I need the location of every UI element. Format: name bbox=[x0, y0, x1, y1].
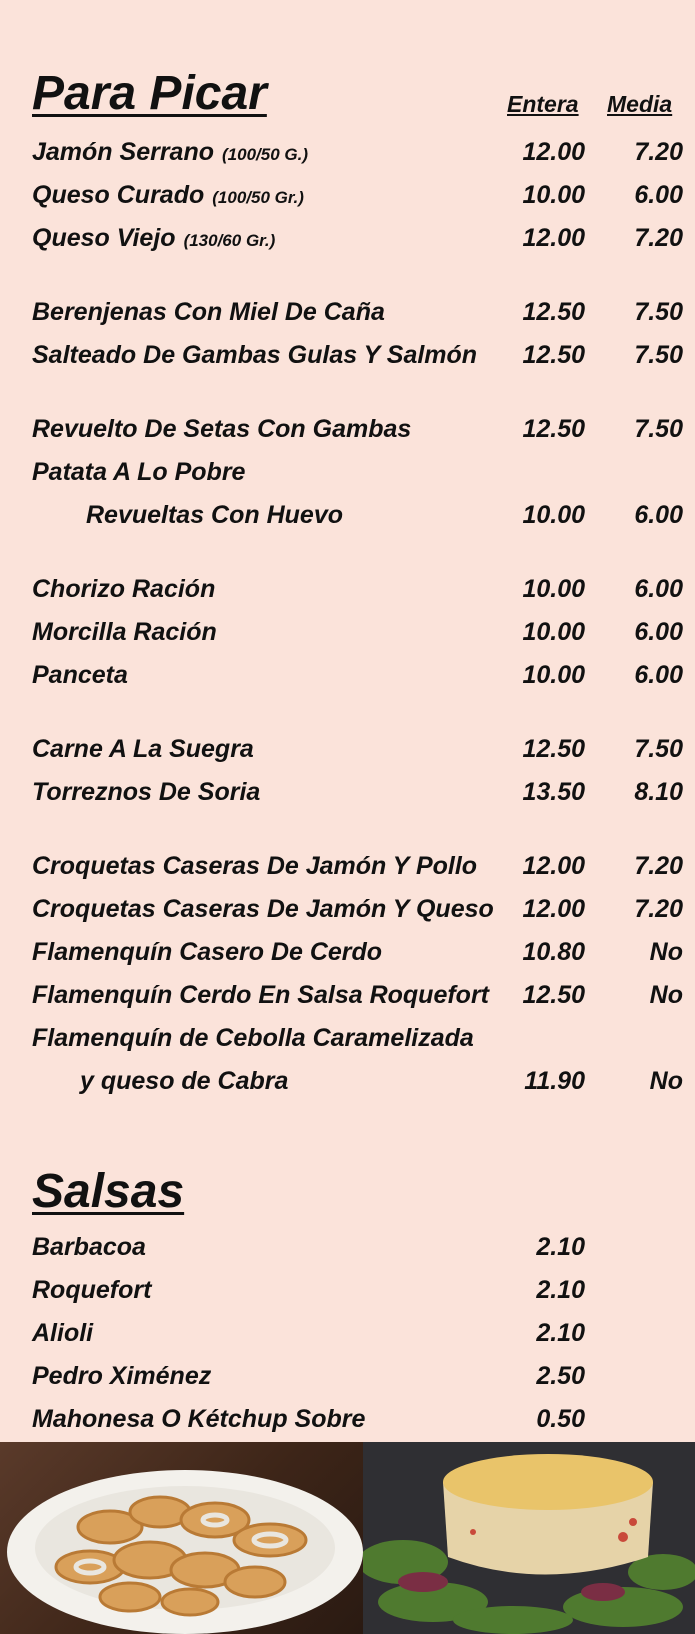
item-name-text: Jamón Serrano bbox=[32, 138, 215, 166]
item-price-entera: 10.00 bbox=[522, 661, 585, 689]
item-name: Flamenquín Cerdo En Salsa Roquefort bbox=[32, 981, 489, 1009]
item-weight-note: (100/50 Gr.) bbox=[212, 188, 304, 207]
item-name: Revuelto De Setas Con Gambas bbox=[32, 415, 412, 443]
sauce-item bbox=[0, 1315, 695, 1351]
menu-item bbox=[0, 977, 695, 1013]
item-name: Berenjenas Con Miel De Caña bbox=[32, 298, 385, 326]
sauce-price: 0.50 bbox=[536, 1405, 585, 1433]
menu-item bbox=[0, 571, 695, 607]
sauce-price: 2.10 bbox=[536, 1319, 585, 1347]
salad-plate-illustration bbox=[363, 1442, 695, 1634]
item-price-entera: 10.00 bbox=[522, 618, 585, 646]
item-name-text: Queso Viejo bbox=[32, 224, 176, 252]
item-name: Morcilla Ración bbox=[32, 618, 217, 646]
sauce-item bbox=[0, 1401, 695, 1437]
item-price-media: No bbox=[649, 938, 683, 966]
item-price-entera: 10.80 bbox=[522, 938, 585, 966]
item-name bbox=[32, 134, 308, 173]
item-price-media: 7.20 bbox=[634, 224, 683, 252]
menu-item bbox=[0, 848, 695, 884]
sauce-name: Alioli bbox=[32, 1319, 94, 1347]
sauce-item bbox=[0, 1272, 695, 1308]
russian-salad-photo bbox=[363, 1442, 695, 1634]
menu-item bbox=[0, 657, 695, 693]
item-name: Salteado De Gambas Gulas Y Salmón bbox=[32, 341, 478, 369]
item-price-media: 6.00 bbox=[634, 661, 683, 689]
item-price-entera: 13.50 bbox=[522, 778, 585, 806]
item-price-media: 6.00 bbox=[634, 181, 683, 209]
item-price-media: 7.50 bbox=[634, 415, 683, 443]
sauce-price: 2.10 bbox=[536, 1233, 585, 1261]
item-name bbox=[32, 220, 275, 259]
entera-column-header: Entera bbox=[507, 91, 579, 117]
menu-item bbox=[0, 454, 695, 490]
sauce-name: Barbacoa bbox=[32, 1233, 146, 1261]
sauce-name: Roquefort bbox=[32, 1276, 152, 1304]
para-picar-title: Para Picar bbox=[32, 67, 267, 120]
menu-item bbox=[0, 134, 695, 170]
item-price-entera: 12.00 bbox=[522, 852, 585, 880]
salsas-title: Salsas bbox=[32, 1165, 185, 1218]
item-price-entera: 12.50 bbox=[522, 415, 585, 443]
item-price-media: 8.10 bbox=[634, 778, 683, 806]
item-price-entera: 12.50 bbox=[522, 735, 585, 763]
item-price-media: 6.00 bbox=[634, 501, 683, 529]
sauce-name: Pedro Ximénez bbox=[32, 1362, 212, 1390]
item-name: Revueltas Con Huevo bbox=[86, 501, 344, 529]
sauce-name: Mahonesa O Kétchup Sobre bbox=[32, 1405, 366, 1433]
item-price-entera: 11.90 bbox=[524, 1067, 585, 1095]
menu-item bbox=[0, 731, 695, 767]
item-name: Panceta bbox=[32, 661, 128, 689]
item-price-media: 7.50 bbox=[634, 341, 683, 369]
menu-item bbox=[0, 220, 695, 256]
item-price-media: 7.50 bbox=[634, 735, 683, 763]
item-price-entera: 12.00 bbox=[522, 138, 585, 166]
item-price-entera: 10.00 bbox=[522, 181, 585, 209]
item-price-media: 7.20 bbox=[634, 895, 683, 923]
item-name bbox=[32, 177, 304, 216]
item-price-media: 7.20 bbox=[634, 852, 683, 880]
menu-item bbox=[0, 294, 695, 330]
item-price-entera: 12.50 bbox=[522, 298, 585, 326]
sauce-item bbox=[0, 1358, 695, 1394]
menu-item bbox=[0, 774, 695, 810]
item-weight-note: (100/50 G.) bbox=[222, 145, 309, 164]
item-name: Flamenquín de Cebolla Caramelizada bbox=[32, 1024, 474, 1052]
item-name-text: Queso Curado bbox=[32, 181, 205, 209]
item-weight-note: (130/60 Gr.) bbox=[183, 231, 276, 250]
item-price-media: 7.20 bbox=[634, 138, 683, 166]
item-name: Patata A Lo Pobre bbox=[32, 458, 246, 486]
item-price-entera: 12.00 bbox=[522, 895, 585, 923]
item-price-media: 6.00 bbox=[634, 575, 683, 603]
item-price-entera: 10.00 bbox=[522, 501, 585, 529]
sauce-price: 2.50 bbox=[536, 1362, 585, 1390]
item-name: Flamenquín Casero De Cerdo bbox=[32, 938, 383, 966]
item-name: Carne A La Suegra bbox=[32, 735, 254, 763]
menu-item bbox=[0, 1020, 695, 1056]
item-price-entera: 12.50 bbox=[522, 981, 585, 1009]
sauce-price: 2.10 bbox=[536, 1276, 585, 1304]
item-price-media: No bbox=[649, 1067, 683, 1095]
item-price-entera: 10.00 bbox=[522, 575, 585, 603]
menu-item bbox=[0, 891, 695, 927]
item-price-entera: 12.50 bbox=[522, 341, 585, 369]
item-price-media: 6.00 bbox=[634, 618, 683, 646]
menu-item bbox=[0, 177, 695, 213]
item-price-media: No bbox=[649, 981, 683, 1009]
menu-item bbox=[0, 614, 695, 650]
salad-top bbox=[443, 1454, 653, 1510]
item-name: Croquetas Caseras De Jamón Y Queso bbox=[32, 895, 494, 923]
menu-item bbox=[0, 934, 695, 970]
menu-item bbox=[0, 497, 695, 533]
menu-item bbox=[0, 337, 695, 373]
fried-calamari-photo bbox=[0, 1442, 363, 1634]
item-name: Torreznos De Soria bbox=[32, 778, 261, 806]
sauce-item bbox=[0, 1229, 695, 1265]
item-name: Chorizo Ración bbox=[32, 575, 216, 603]
media-column-header: Media bbox=[607, 91, 673, 117]
item-name: y queso de Cabra bbox=[80, 1067, 289, 1095]
menu-item bbox=[0, 1063, 695, 1099]
item-price-media: 7.50 bbox=[634, 298, 683, 326]
calamari-plate-illustration bbox=[0, 1442, 363, 1634]
menu-item bbox=[0, 411, 695, 447]
item-price-entera: 12.00 bbox=[522, 224, 585, 252]
item-name: Croquetas Caseras De Jamón Y Pollo bbox=[32, 852, 478, 880]
